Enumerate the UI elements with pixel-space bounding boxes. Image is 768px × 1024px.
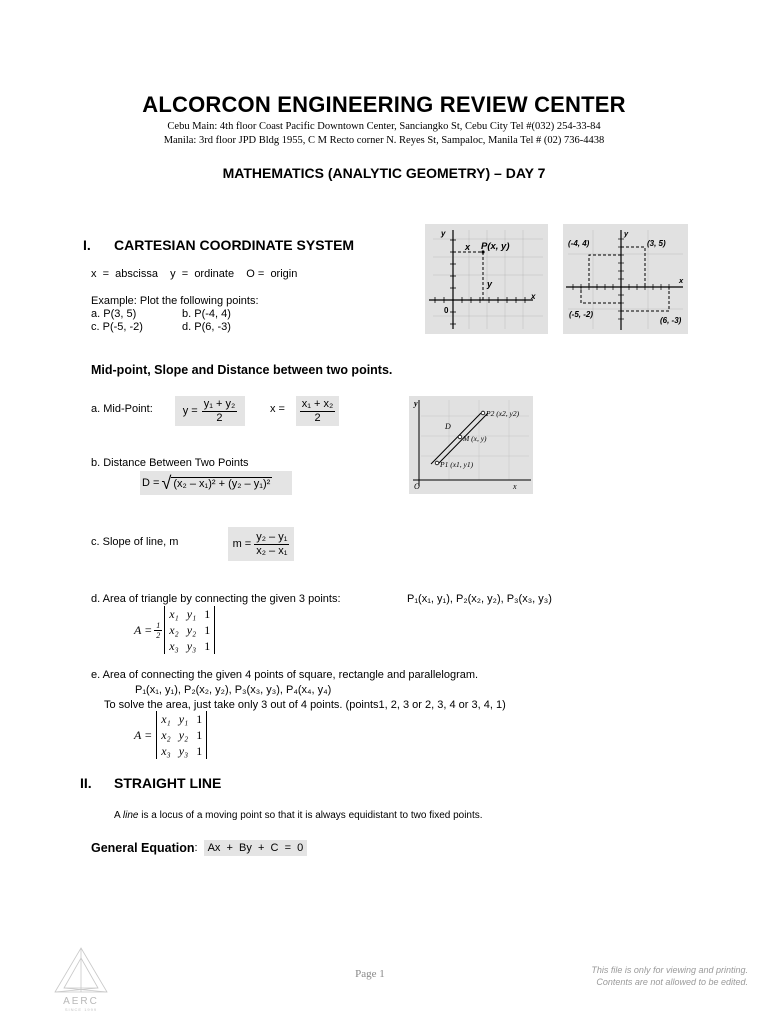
- subject-heading: MATHEMATICS (ANALYTIC GEOMETRY) – DAY 7: [222, 165, 546, 181]
- point-label-minus4-4: (-4, 4): [568, 239, 590, 248]
- x-axis-label: x: [531, 292, 536, 301]
- y-axis-label: y: [624, 229, 629, 238]
- address-manila: Manila: 3rd floor JPD Bldg 1955, C M Recto corner N. Reyes St, Sampaloc, Manila Tel # (02) 736-4438: [163, 135, 605, 146]
- example-intro: Example: Plot the following points:: [91, 295, 259, 307]
- y-axis-label: y: [414, 399, 418, 408]
- triangle-area-label: d. Area of triangle by connecting the given 3 points:: [91, 593, 341, 605]
- slope-denominator: x₂ – x₁: [256, 544, 288, 557]
- point-p-label: P(x, y): [481, 241, 510, 252]
- page-number: Page 1: [355, 968, 385, 980]
- section-1-title: CARTESIAN COORDINATE SYSTEM: [114, 237, 355, 253]
- midpoint-y-denominator: 2: [216, 411, 223, 424]
- example-point-d: d. P(6, -3): [182, 321, 231, 333]
- midpoint-label: a. Mid-Point:: [91, 403, 153, 415]
- distance-radicand: (x₂ – x₁)² + (y₂ – y₁)²: [173, 477, 271, 490]
- x-axis-label: x: [679, 276, 684, 285]
- address-cebu: Cebu Main: 4th floor Coast Pacific Downtown Center, Sanciangko St, Cebu City Tel #(032) 254-33-84: [167, 121, 601, 132]
- example-point-b: b. P(-4, 4): [182, 308, 231, 320]
- det-cell: y₂: [186, 623, 197, 637]
- slope-lhs: m =: [232, 538, 252, 550]
- det-cell: x₁: [161, 712, 171, 726]
- x-axis-label: x: [513, 482, 517, 491]
- line-definition-post: is a locus of a moving point so that it is always equidistant to two fixed points.: [138, 810, 483, 821]
- det-cell: 1: [196, 744, 203, 758]
- det-cell: x₂: [169, 623, 179, 637]
- line-term: line: [122, 810, 139, 821]
- half-denominator: 2: [156, 630, 161, 640]
- det-cell: 1: [204, 607, 211, 621]
- segment-y-label: y: [487, 279, 493, 289]
- det-cell: y₃: [178, 744, 189, 758]
- general-equation: [91, 840, 307, 856]
- det-cell: x₃: [161, 744, 171, 758]
- y-axis-label: y: [441, 229, 446, 238]
- half-numerator: 1: [156, 620, 161, 630]
- distance-label: b. Distance Between Two Points: [91, 457, 249, 469]
- det-cell: 1: [204, 623, 211, 637]
- det-cell: y₁: [186, 607, 197, 621]
- midpoint-y-fraction: [202, 398, 238, 425]
- midpoint-x-fraction: [300, 398, 336, 425]
- midpoint-x-numerator: x₁ + x₂: [301, 397, 334, 410]
- midpoint-x-lhs: x =: [270, 403, 285, 415]
- quad-determinant: [156, 711, 207, 759]
- det-cell: y₃: [186, 639, 197, 653]
- section-2-title: STRAIGHT LINE: [114, 775, 222, 791]
- midpoint-x-formula: [296, 396, 339, 426]
- logo-text: AERC: [63, 996, 99, 1007]
- triangle-lhs: A =: [134, 622, 153, 637]
- page-title: ALCORCON ENGINEERING REVIEW CENTER: [142, 92, 626, 117]
- general-equation-formula: Ax + By + C = 0: [204, 840, 308, 856]
- sqrt-symbol: √: [161, 473, 172, 493]
- triangle-points: P₁(x₁, y₁), P₂(x₂, y₂), P₃(x₃, y₃): [407, 593, 552, 605]
- segment-x-label: x: [465, 242, 471, 252]
- m-label: M (x, y): [463, 434, 487, 443]
- quad-lhs: A =: [134, 727, 153, 742]
- footer-note-1: This file is only for viewing and printing.: [591, 965, 748, 975]
- triangle-determinant: [164, 606, 215, 654]
- aerc-logo: [52, 946, 110, 1012]
- distance-lhs: D =: [142, 477, 160, 489]
- midpoint-y-formula: [175, 396, 245, 426]
- distance-formula: [140, 471, 292, 495]
- p2-label: P2 (x2, y2): [486, 409, 520, 418]
- midpoint-x-denominator: 2: [314, 411, 321, 424]
- slope-label: c. Slope of line, m: [91, 536, 179, 548]
- one-half: [154, 621, 162, 640]
- logo-since: SINCE 1999: [64, 1007, 98, 1012]
- quad-area-label: e. Area of connecting the given 4 points of square, rectangle and parallelogram.: [91, 669, 479, 681]
- slope-numerator: y₂ – y₁: [256, 530, 288, 543]
- section-1-numeral: I.: [83, 237, 91, 253]
- midpoint-y-lhs: y =: [182, 405, 198, 417]
- cartesian-point-graph: [425, 224, 548, 334]
- example-point-a: a. P(3, 5): [91, 308, 137, 320]
- general-equation-colon: :: [194, 842, 198, 854]
- example-point-c: c. P(-5, -2): [91, 321, 143, 333]
- det-cell: x₃: [169, 639, 179, 653]
- det-cell: 1: [204, 639, 211, 653]
- quad-points: P₁(x₁, y₁), P₂(x₂, y₂), P₃(x₃, y₃), P₄(x₄, y₄): [135, 684, 332, 696]
- det-cell: x₁: [169, 607, 179, 621]
- midpoint-heading: Mid-point, Slope and Distance between two points.: [91, 363, 393, 377]
- det-cell: x₂: [161, 728, 171, 742]
- footer-notice: [591, 964, 748, 988]
- point-label-3-5: (3, 5): [647, 239, 666, 248]
- det-cell: 1: [196, 712, 203, 726]
- section-2-numeral: II.: [80, 775, 92, 791]
- general-equation-label: General Equation: [91, 841, 195, 855]
- quad-area-formula: [134, 711, 207, 759]
- det-cell: 1: [196, 728, 203, 742]
- slope-formula: [228, 527, 294, 561]
- quadrant-points-graph: [563, 224, 688, 334]
- point-label-minus5-minus2: (-5, -2): [569, 310, 593, 319]
- line-definition: [114, 810, 483, 821]
- point-label-6-minus3: (6, -3): [660, 316, 682, 325]
- quad-note: To solve the area, just take only 3 out of 4 points. (points1, 2, 3 or 2, 3, 4 or 3, 4, 1): [104, 699, 506, 711]
- midpoint-y-numerator: y₁ + y₂: [203, 397, 236, 410]
- origin-label: O: [414, 482, 420, 491]
- d-label: D: [445, 422, 451, 431]
- footer-note-2: Contents are not allowed to be edited.: [596, 977, 748, 987]
- segment-midpoint-graph: [409, 396, 533, 494]
- line-definition-pre: A: [114, 810, 123, 821]
- triangle-area-formula: [134, 606, 215, 654]
- p1-label: P1 (x1, y1): [440, 460, 474, 469]
- origin-label: 0: [444, 306, 449, 315]
- det-cell: y₁: [178, 712, 189, 726]
- slope-fraction: [254, 531, 289, 558]
- coordinate-definitions: x = abscissa y = ordinate O = origin: [91, 268, 298, 280]
- det-cell: y₂: [178, 728, 189, 742]
